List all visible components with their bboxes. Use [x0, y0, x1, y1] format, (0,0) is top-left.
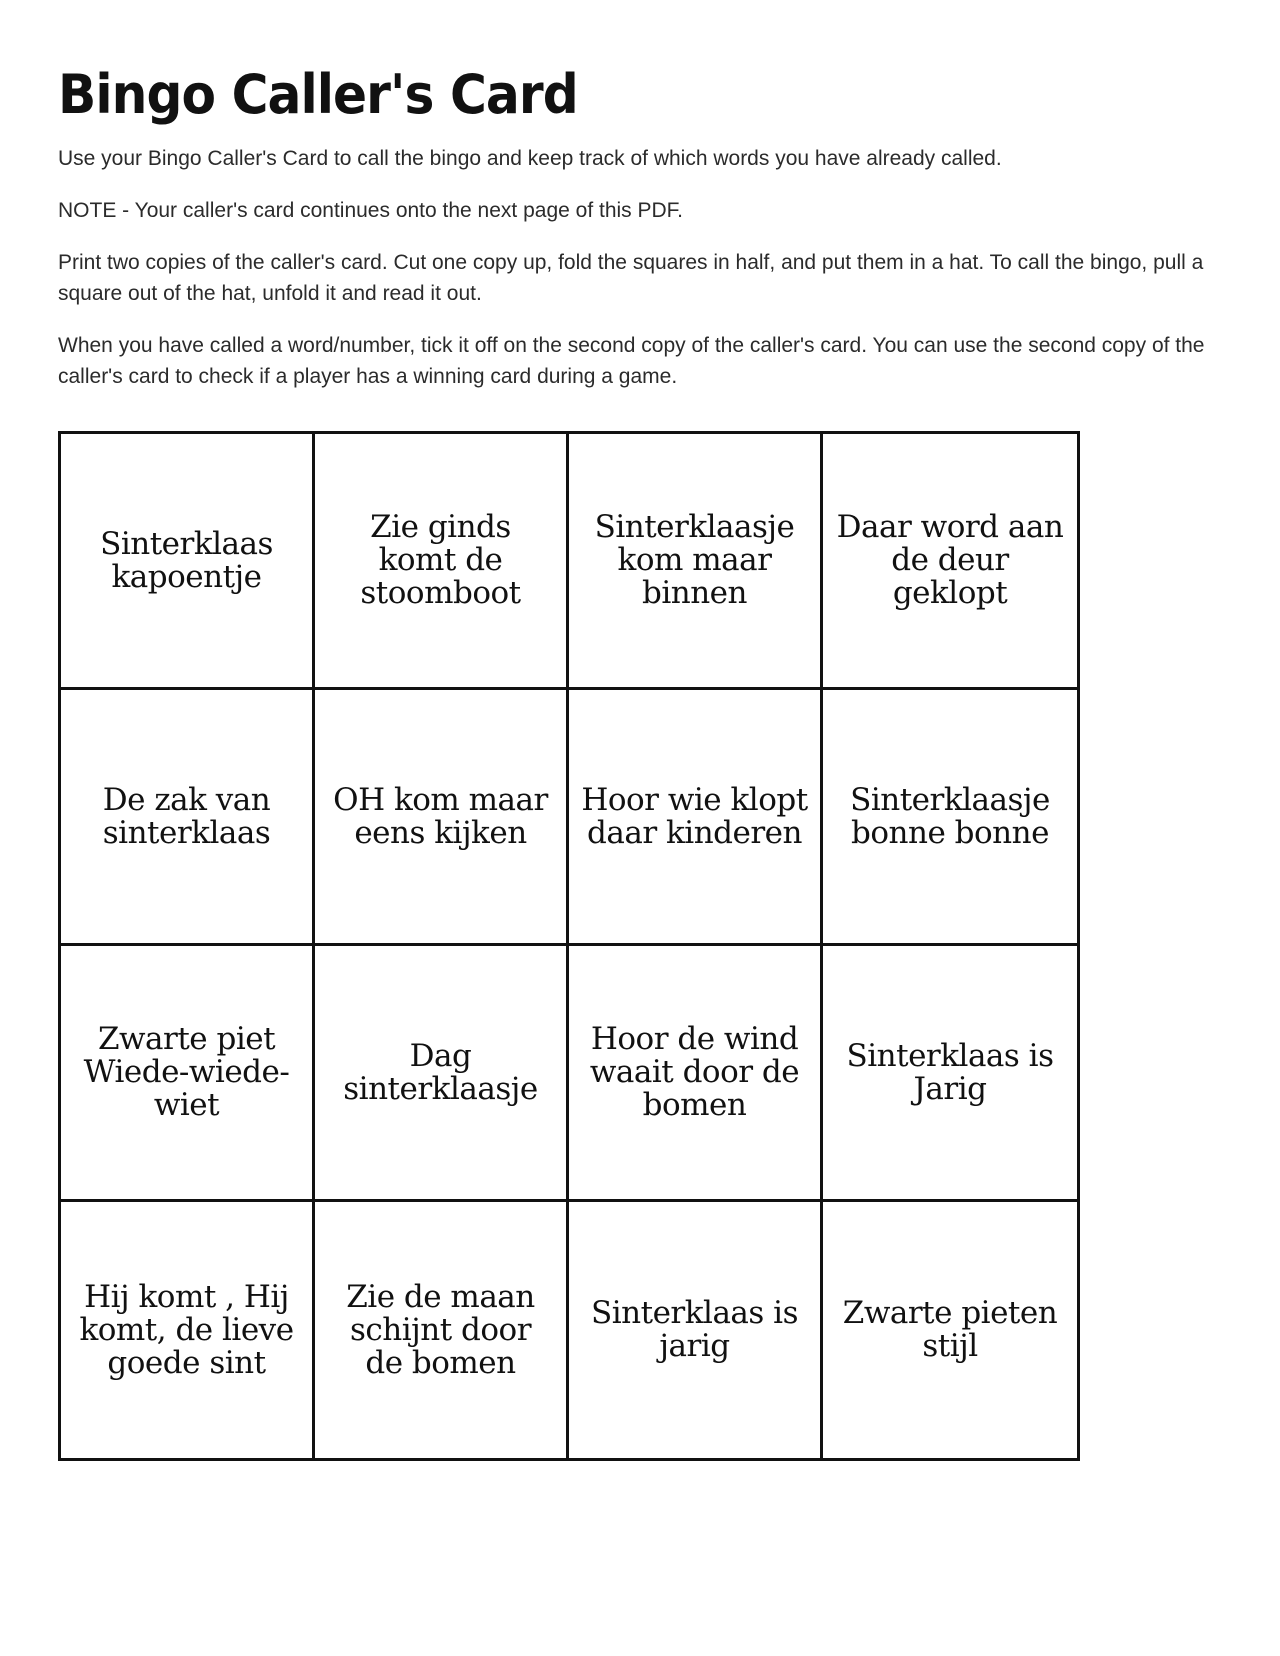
- bingo-cell: [823, 946, 1077, 1202]
- bingo-cell: [61, 1202, 315, 1458]
- bingo-cell: [569, 690, 823, 946]
- bingo-cell-text: Zie ginds komt de stoomboot: [360, 509, 521, 611]
- bingo-cell: [61, 946, 315, 1202]
- bingo-cell: [315, 434, 569, 690]
- bingo-cell: [823, 690, 1077, 946]
- bingo-cell: [61, 434, 315, 690]
- bingo-grid: [58, 431, 1080, 1461]
- bingo-cell-text: OH kom maar eens kijken: [333, 781, 548, 851]
- bingo-cell: [315, 1202, 569, 1458]
- bingo-cell: [569, 1202, 823, 1458]
- page-title: Bingo Caller's Card: [58, 63, 578, 126]
- instruction-note: NOTE - Your caller's card continues onto the next page of this PDF.: [58, 199, 684, 222]
- bingo-cell-text: Zie de maan schijnt door de bomen: [346, 1278, 535, 1381]
- bingo-cell: [823, 434, 1077, 690]
- bingo-cell-text: Zwarte piet Wiede-wiede-wiet: [83, 1021, 290, 1123]
- bingo-cell-text: Hoor wie klopt daar kinderen: [581, 781, 808, 851]
- bingo-cell: [569, 946, 823, 1202]
- bingo-cell-text: Hoor de wind waait door de bomen: [589, 1021, 800, 1123]
- bingo-cell-text: Sinterklaas is Jarig: [846, 1037, 1054, 1107]
- bingo-cell-text: Sinterklaasje kom maar binnen: [594, 509, 795, 611]
- bingo-cell-text: Sinterklaas is jarig: [591, 1295, 798, 1364]
- instruction-tick: When you have called a word/number, tick it off on the second copy of the caller's card. You can use the second copy of the caller's card to check if a player has a winning card during a game.: [58, 334, 1205, 388]
- bingo-cell: [315, 946, 569, 1202]
- bingo-cell: [569, 434, 823, 690]
- instruction-intro: Use your Bingo Caller's Card to call the bingo and keep track of which words you have already called.: [58, 147, 1002, 170]
- bingo-cell-text: Sinterklaas kapoentje: [100, 525, 273, 595]
- bingo-cell: [315, 690, 569, 946]
- bingo-cell-text: Zwarte pieten stijl: [842, 1295, 1058, 1364]
- instructions: [58, 143, 1223, 413]
- bingo-cell: [61, 690, 315, 946]
- bingo-cell-text: Sinterklaasje bonne bonne: [850, 781, 1050, 851]
- bingo-cell-text: Daar word aan de deur geklopt: [836, 509, 1064, 611]
- instruction-print: Print two copies of the caller's card. Cut one copy up, fold the squares in half, and put them in a hat. To call the bingo, pull a square out of the hat, unfold it and read it out.: [58, 251, 1204, 305]
- bingo-cell-text: De zak van sinterklaas: [102, 781, 271, 851]
- bingo-cell: [823, 1202, 1077, 1458]
- bingo-cell-text: Hij komt , Hij komt, de lieve goede sint: [79, 1278, 294, 1381]
- bingo-cell-text: Dag sinterklaasje: [343, 1037, 538, 1107]
